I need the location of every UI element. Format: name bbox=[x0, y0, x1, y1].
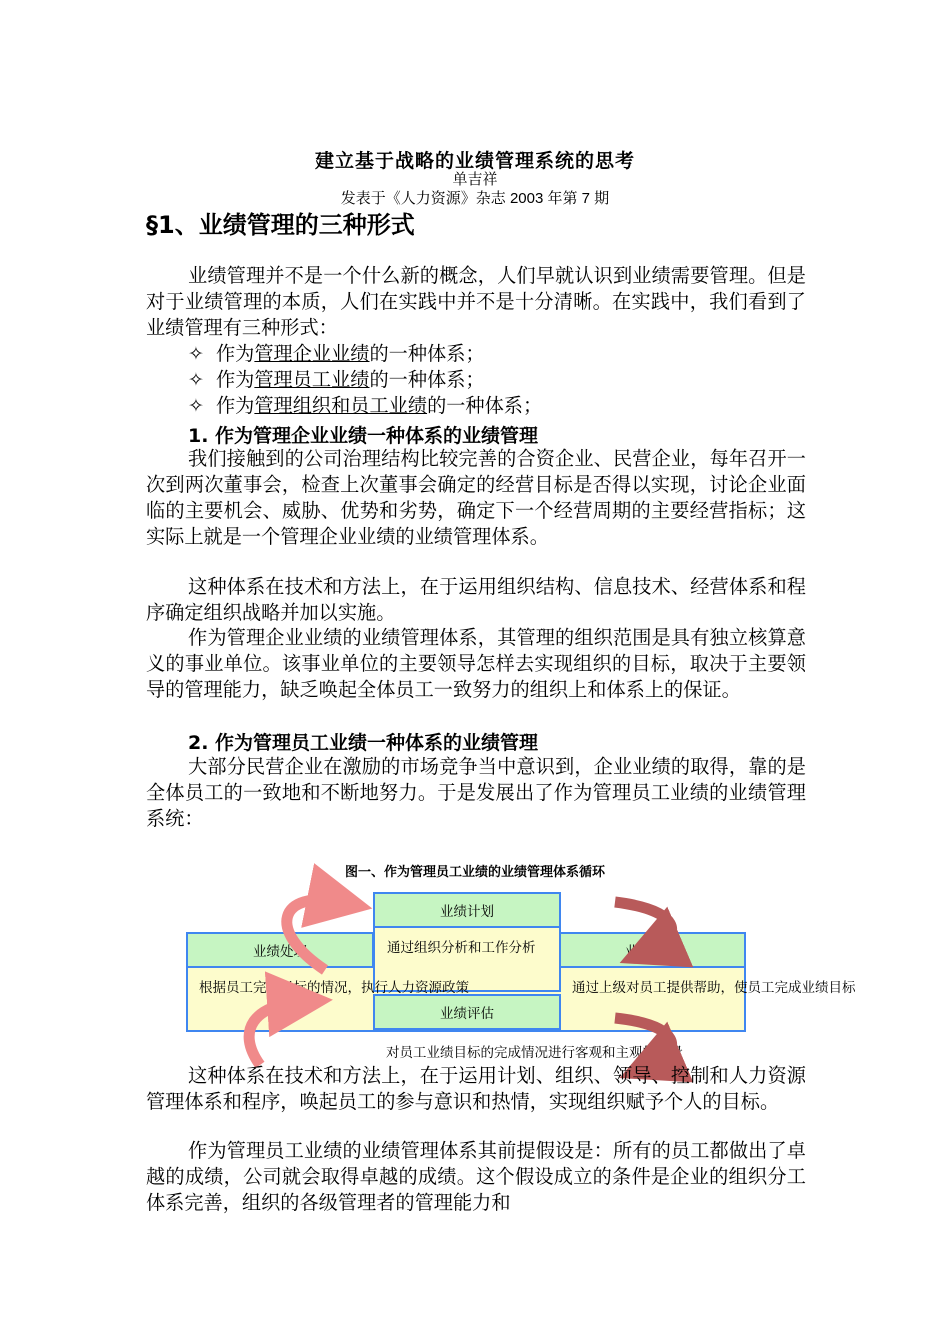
subsection-heading: 2. 作为管理员工业绩一种体系的业绩管理 bbox=[188, 732, 539, 754]
paragraph: 作为管理员工业绩的业绩管理体系其前提假设是：所有的员工都做出了卓越的成绩，公司就会取得卓越的成绩。这个假设成立的条件是企业的组织分工体系完善，组织的各级管理者的管理能力和 bbox=[146, 1139, 806, 1214]
document-title: 建立基于战略的业绩管理系统的思考 bbox=[314, 150, 635, 172]
paragraph: 我们接触到的公司治理结构比较完善的合资企业、民营企业，每年召开一次到两次董事会，检查上次董事会确定的经营目标是否得以实现，讨论企业面临的主要机会、威胁、优势和劣势，确定下一个经营周期的主要经营指标；这实际上就是一个管理企业业绩的业绩管理体系。 bbox=[146, 447, 806, 548]
cycle-arrows bbox=[180, 880, 760, 1070]
subsection-heading: 1. 作为管理企业业绩一种体系的业绩管理 bbox=[188, 425, 539, 447]
author: 单吉祥 bbox=[452, 171, 498, 188]
arrow-to-process-icon bbox=[249, 1002, 300, 1065]
bullet-item: ✧ 作为管理企业业绩的一种体系； bbox=[188, 342, 485, 365]
bullet-diamond-icon: ✧ bbox=[188, 368, 205, 391]
paragraph: 这种体系在技术和方法上，在于运用计划、组织、领导、控制和人力资源管理体系和程序，唤起员工的参与意识和热情，实现组织赋予个人的目标。 bbox=[146, 1064, 806, 1113]
coaching-box-header: 业绩辅导 bbox=[558, 932, 746, 968]
evaluation-desc: 对员工业绩目标的完成情况进行客观和主观的测量 bbox=[386, 1045, 683, 1060]
bullet-diamond-icon: ✧ bbox=[188, 394, 205, 417]
evaluation-box-header: 业绩评估 bbox=[373, 994, 561, 1030]
arrow-to-evaluation-icon bbox=[615, 1018, 672, 1065]
figure-caption: 图一、作为管理员工业绩的业绩管理体系循环 bbox=[344, 865, 605, 880]
plan-box-body: 通过组织分析和工作分析 bbox=[373, 926, 561, 992]
process-desc: 根据员工完成目标的情况，执行人力资源政策 bbox=[199, 980, 469, 995]
paragraph: 作为管理企业业绩的业绩管理体系，其管理的组织范围是具有独立核算意义的事业单位。该事业单位的主要领导怎样去实现组织的目标，取决于主要领导的管理能力，缺乏唤起全体员工一致努力的组织上和体系上的保证。 bbox=[146, 626, 806, 701]
paragraph: 大部分民营企业在激励的市场竞争当中意识到，企业业绩的取得，靠的是全体员工的一致地和不断地努力。于是发展出了作为管理员工业绩的业绩管理系统： bbox=[146, 755, 806, 830]
arrow-to-plan-icon bbox=[287, 900, 340, 970]
arrow-to-coaching-icon bbox=[615, 902, 672, 950]
coaching-desc: 通过上级对员工提供帮助，使员工完成业绩目标 bbox=[572, 980, 856, 995]
section-heading: §1、业绩管理的三种形式 bbox=[146, 211, 415, 239]
bullet-item: ✧ 作为管理员工业绩的一种体系； bbox=[188, 368, 485, 391]
intro-paragraph: 业绩管理并不是一个什么新的概念，人们早就认识到业绩需要管理。但是对于业绩管理的本质，人们在实践中并不是十分清晰。在实践中，我们看到了业绩管理有三种形式： bbox=[146, 264, 806, 339]
paragraph: 这种体系在技术和方法上，在于运用组织结构、信息技术、经营体系和程序确定组织战略并加以实施。 bbox=[146, 575, 806, 624]
bullet-diamond-icon: ✧ bbox=[188, 342, 205, 365]
bullet-item: ✧ 作为管理组织和员工业绩的一种体系； bbox=[188, 394, 543, 417]
publication-source: 发表于《人力资源》杂志 2003 年第 7 期 bbox=[340, 190, 610, 207]
process-box-header: 业绩处理 bbox=[186, 932, 374, 968]
plan-box-header: 业绩计划 bbox=[373, 892, 561, 928]
